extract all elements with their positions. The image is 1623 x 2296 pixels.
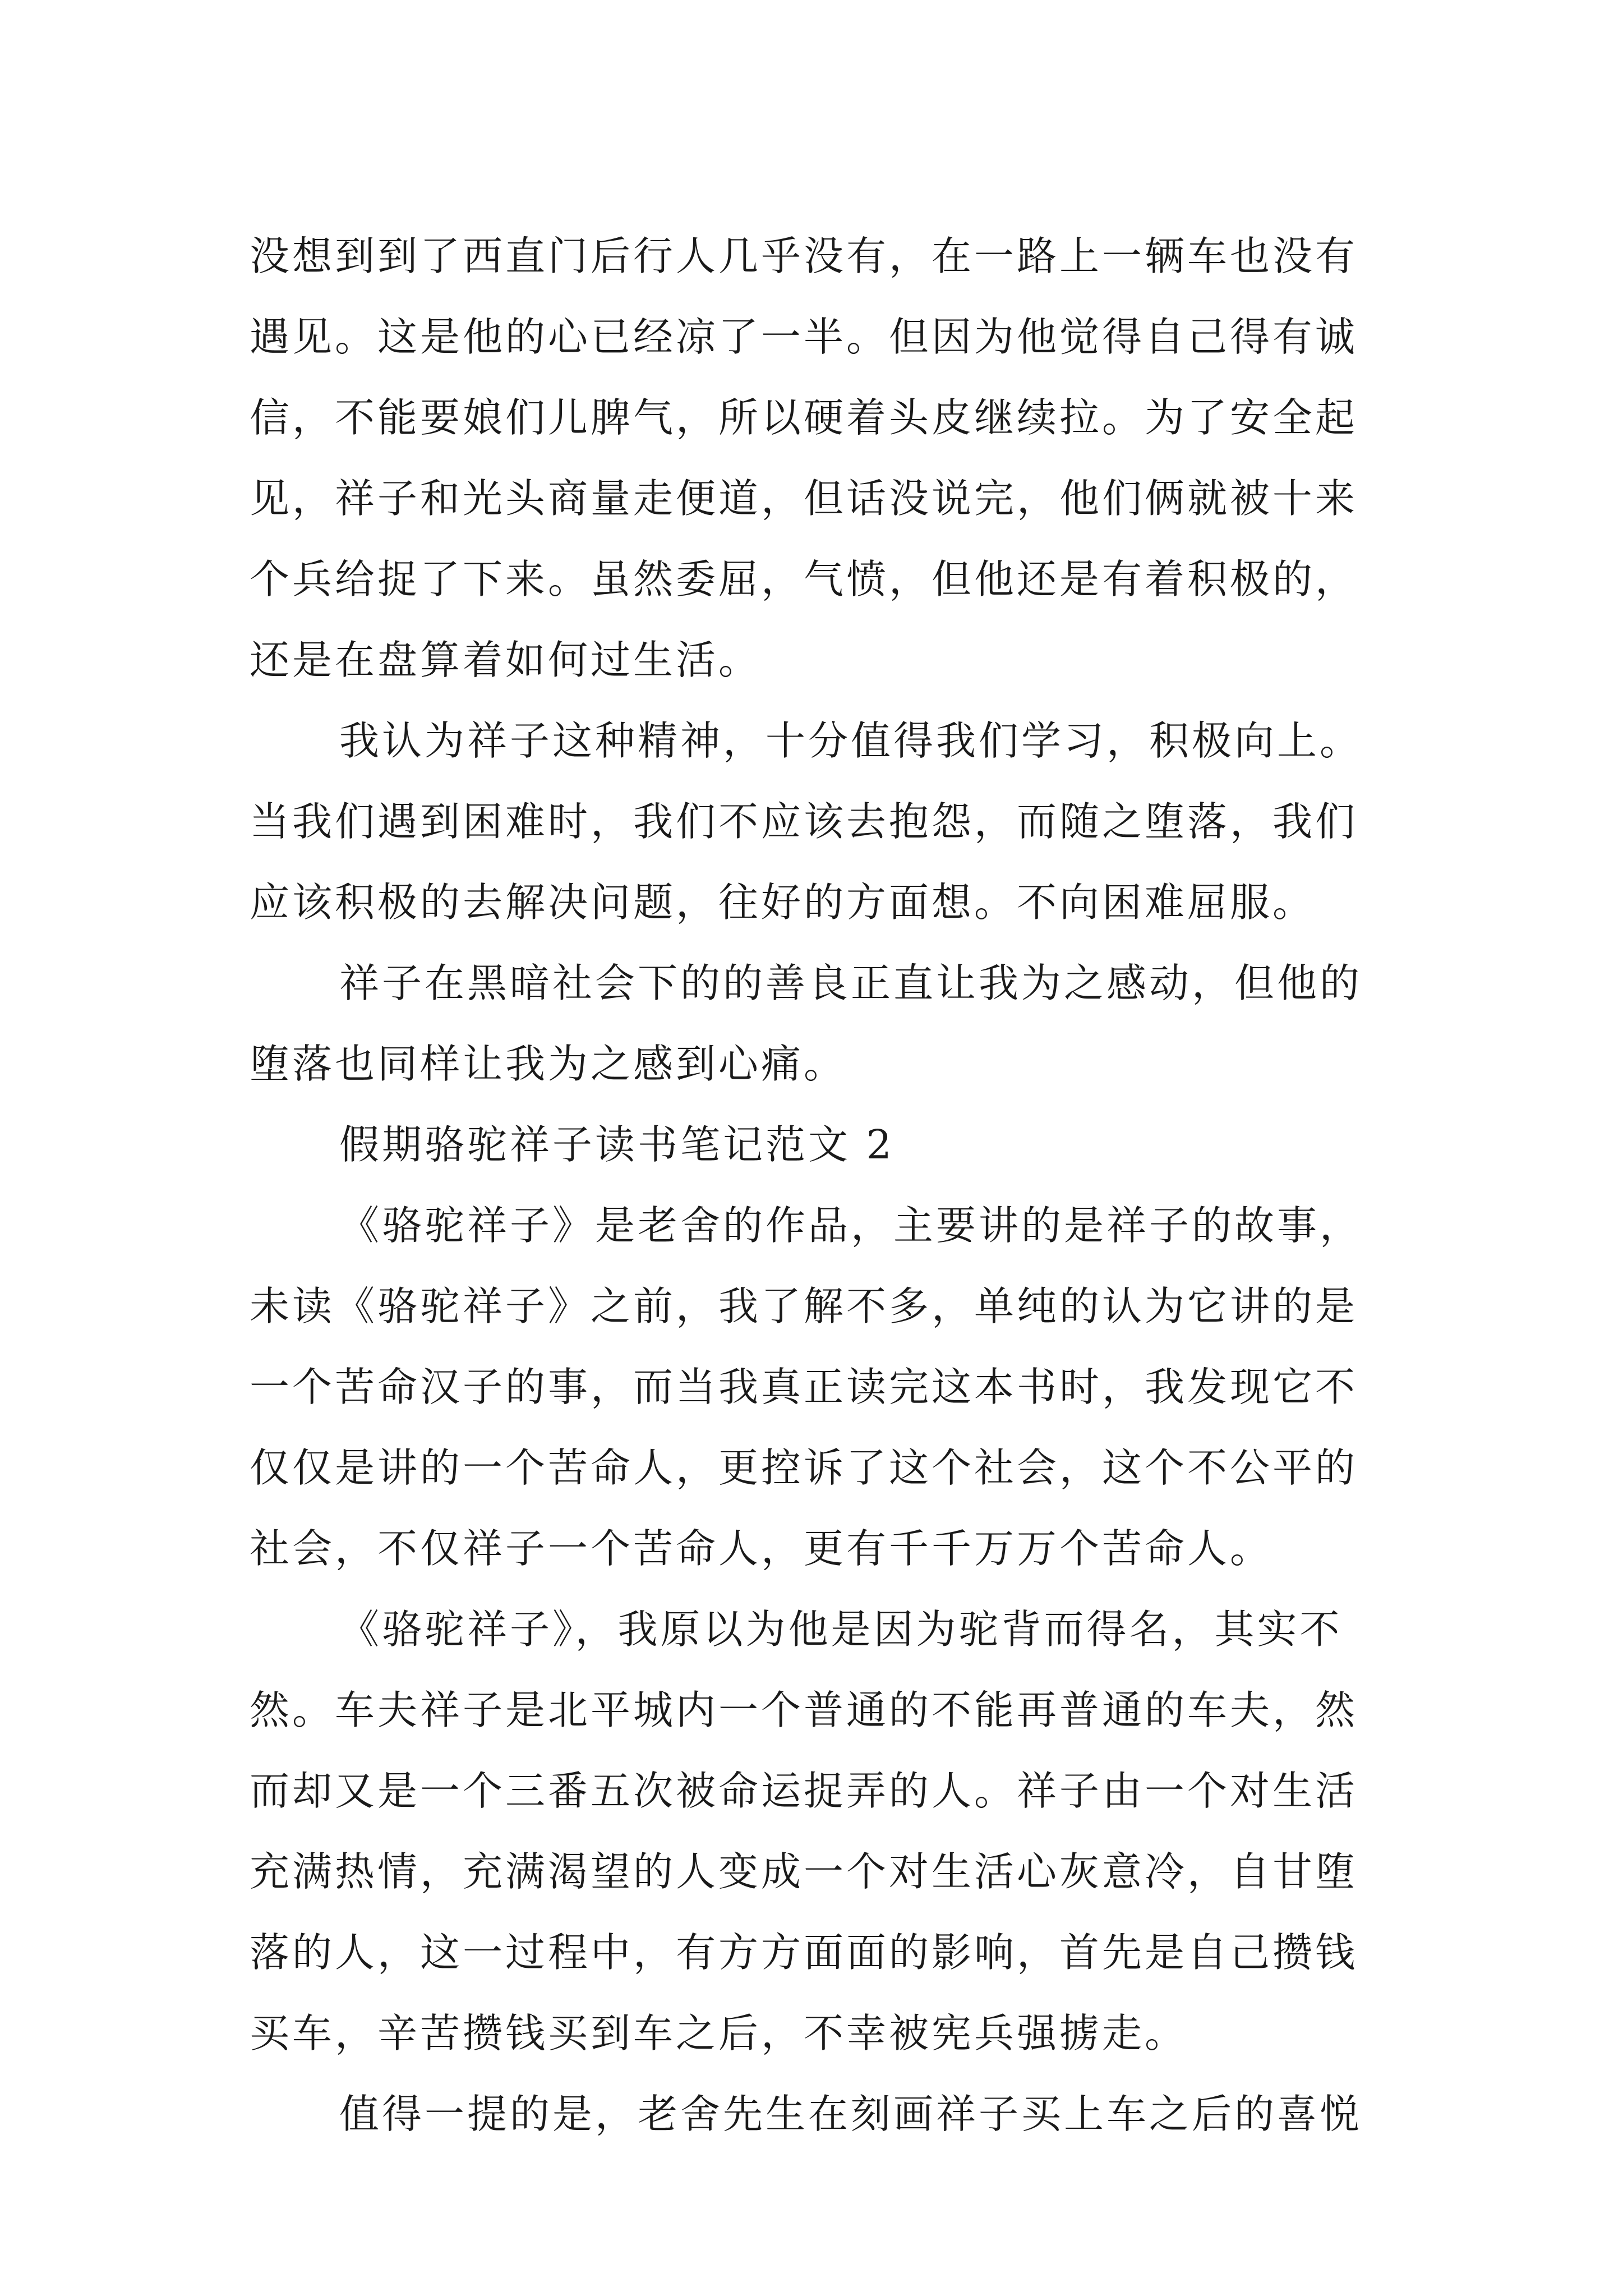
text-line: 遇见。这是他的心已经凉了一半。但因为他觉得自己得有诚 bbox=[250, 314, 1358, 360]
document-body-text bbox=[250, 216, 1394, 2155]
text-line: 当我们遇到困难时，我们不应该去抱怨，而随之堕落，我们 bbox=[250, 798, 1358, 845]
text-line: 充满热情，充满渴望的人变成一个对生活心灰意冷，自甘堕 bbox=[250, 1848, 1358, 1895]
text-line: 堕落也同样让我为之感到心痛。 bbox=[250, 1041, 847, 1087]
text-line: 没想到到了西直门后行人几乎没有，在一路上一辆车也没有 bbox=[250, 233, 1358, 279]
text-line: 仅仅是讲的一个苦命人，更控诉了这个社会，这个不公平的 bbox=[250, 1444, 1358, 1491]
text-line: 社会，不仅祥子一个苦命人，更有千千万万个苦命人。 bbox=[250, 1525, 1273, 1572]
text-line: 落的人，这一过程中，有方方面面的影响，首先是自己攒钱 bbox=[250, 1929, 1358, 1976]
text-line: 信，不能要娘们儿脾气，所以硬着头皮继续拉。为了安全起 bbox=[250, 394, 1358, 441]
text-line: 应该积极的去解决问题，往好的方面想。不向困难屈服。 bbox=[250, 879, 1316, 926]
text-line: 一个苦命汉子的事，而当我真正读完这本书时，我发现它不 bbox=[250, 1364, 1358, 1410]
text-line: 而却又是一个三番五次被命运捉弄的人。祥子由一个对生活 bbox=[250, 1768, 1358, 1814]
text-line: 见，祥子和光头商量走便道，但话没说完，他们俩就被十来 bbox=[250, 475, 1358, 522]
text-line: 《骆驼祥子》，我原以为他是因为驼背而得名，其实不 bbox=[339, 1606, 1343, 1653]
text-line: 未读《骆驼祥子》之前，我了解不多，单纯的认为它讲的是 bbox=[250, 1283, 1358, 1329]
text-line: 个兵给捉了下来。虽然委屈，气愤，但他还是有着积极的， bbox=[250, 556, 1358, 602]
text-line: 然。车夫祥子是北平城内一个普通的不能再普通的车夫，然 bbox=[250, 1687, 1358, 1733]
text-line: 我认为祥子这种精神，十分值得我们学习，积极向上。 bbox=[339, 717, 1363, 764]
text-line: 值得一提的是，老舍先生在刻画祥子买上车之后的喜悦 bbox=[339, 2091, 1363, 2137]
text-line: 假期骆驼祥子读书笔记范文 2 bbox=[339, 1121, 895, 1168]
text-line: 买车，辛苦攒钱买到车之后，不幸被宪兵强掳走。 bbox=[250, 2010, 1188, 2056]
text-line: 《骆驼祥子》是老舍的作品，主要讲的是祥子的故事， bbox=[339, 1202, 1363, 1249]
text-line: 还是在盘算着如何过生活。 bbox=[250, 637, 762, 683]
text-line: 祥子在黑暗社会下的的善良正直让我为之感动，但他的 bbox=[339, 960, 1363, 1006]
